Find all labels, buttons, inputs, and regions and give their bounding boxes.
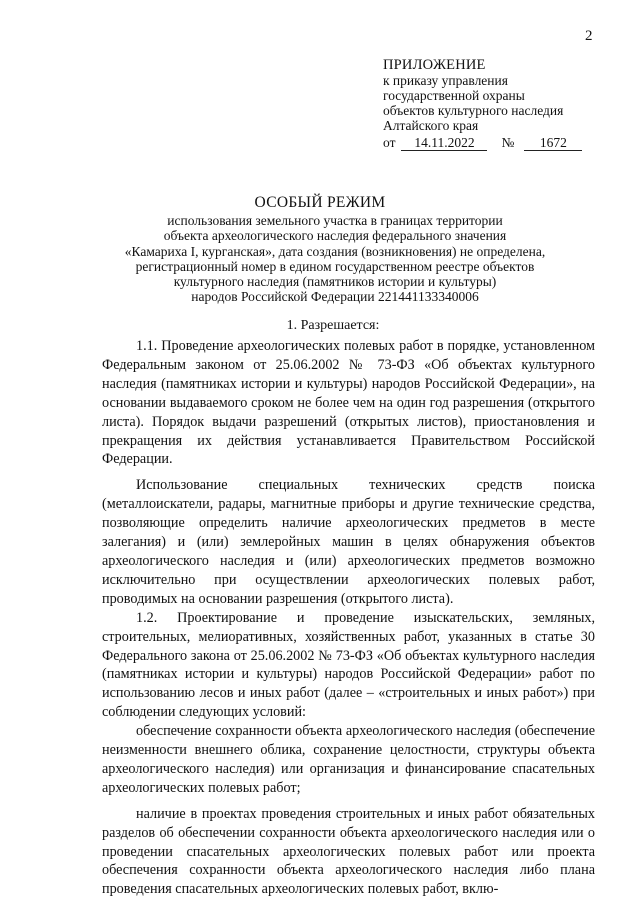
paragraph: наличие в проектах проведения строительных и иных работ обязательных разделов об обеспечении сохранности объекта археологического наследия или о проведении спасательных археологических полевых работ или проекта обеспечения сохранности объекта археологического наследия либо плана проведения спасательных археологических полевых работ, вклю- [102,805,595,898]
appendix-line: Алтайского края [383,118,479,133]
paragraph: 1.1. Проведение археологических полевых работ в порядке, установленном Федеральным законом от 25.06.2002 № 73-ФЗ «Об объектах культурного наследия (памятниках истории и культуры) народов Российской Федерации», на основании выдаваемого сроком не более чем на один год разрешения (открытого листа). Порядок выдачи разрешений (открытых листов), приостановления и прекращения их действия устанавливается Правительством Российской Федерации. [102,338,595,468]
subtitle-line: использования земельного участка в границах территории [167,213,503,228]
subtitle-line: регистрационный номер в едином государственном реестре объектов [135,258,535,274]
appendix-line: государственной охраны [383,88,525,103]
order-prefix: от [383,135,396,150]
appendix-line: к приказу управления [383,73,508,88]
order-date: 14.11.2022 [401,135,487,151]
subtitle-line: «Камариха I, курганская», дата создания (возникновения) не определена, [124,243,546,259]
paragraph: обеспечение сохранности объекта археологического наследия (обеспечение неизменности внешнего облика, сохранение целостности, структуры объекта археологического наследия) или организация и финансирование спасательных археологических полевых работ; [102,723,595,796]
subtitle-line: народов Российской Федерации 221441133340006 [191,289,479,305]
paragraph: 1.2. Проектирование и проведение изыскательских, земляных, строительных, мелиоративных, хозяйственных работ, указанных в статье 30 Федерального закона от 25.06.2002 № 73-ФЗ «Об объектах культурного наследия (памятниках истории и культуры) народов Российской Федерации» работ по использованию лесов и иных работ (далее – «строительных и иных работ») при соблюдении следующих условий: [102,609,595,721]
order-line [383,135,582,151]
appendix-title: ПРИЛОЖЕНИЕ [383,57,486,73]
document-title: ОСОБЫЙ РЕЖИМ [254,194,386,211]
subtitle-line: культурного наследия (памятников истории и культуры) [173,274,497,290]
document-subtitle [108,213,562,305]
subtitle-line: объекта археологического наследия федерального значения [163,228,507,244]
section-heading: 1. Разрешается: [286,318,380,333]
order-number: 1672 [524,135,582,151]
appendix-line: объектов культурного наследия [383,103,564,118]
order-number-sign: № [501,135,515,150]
page-number: 2 [585,28,593,44]
appendix-block [383,58,582,151]
body-text [102,337,595,899]
paragraph: Использование специальных технических средств поиска (металлоискатели, радары, магнитные приборы и другие технические средства, позволяющие определить наличие археологических предметов в месте залегания) и (или) землеройных машин в целях обнаружения объектов археологического наследия и (или) археологических предметов возможно исключительно при осуществлении археологических полевых работ, проводимых на основании разрешения (открытого листа). [102,477,595,607]
